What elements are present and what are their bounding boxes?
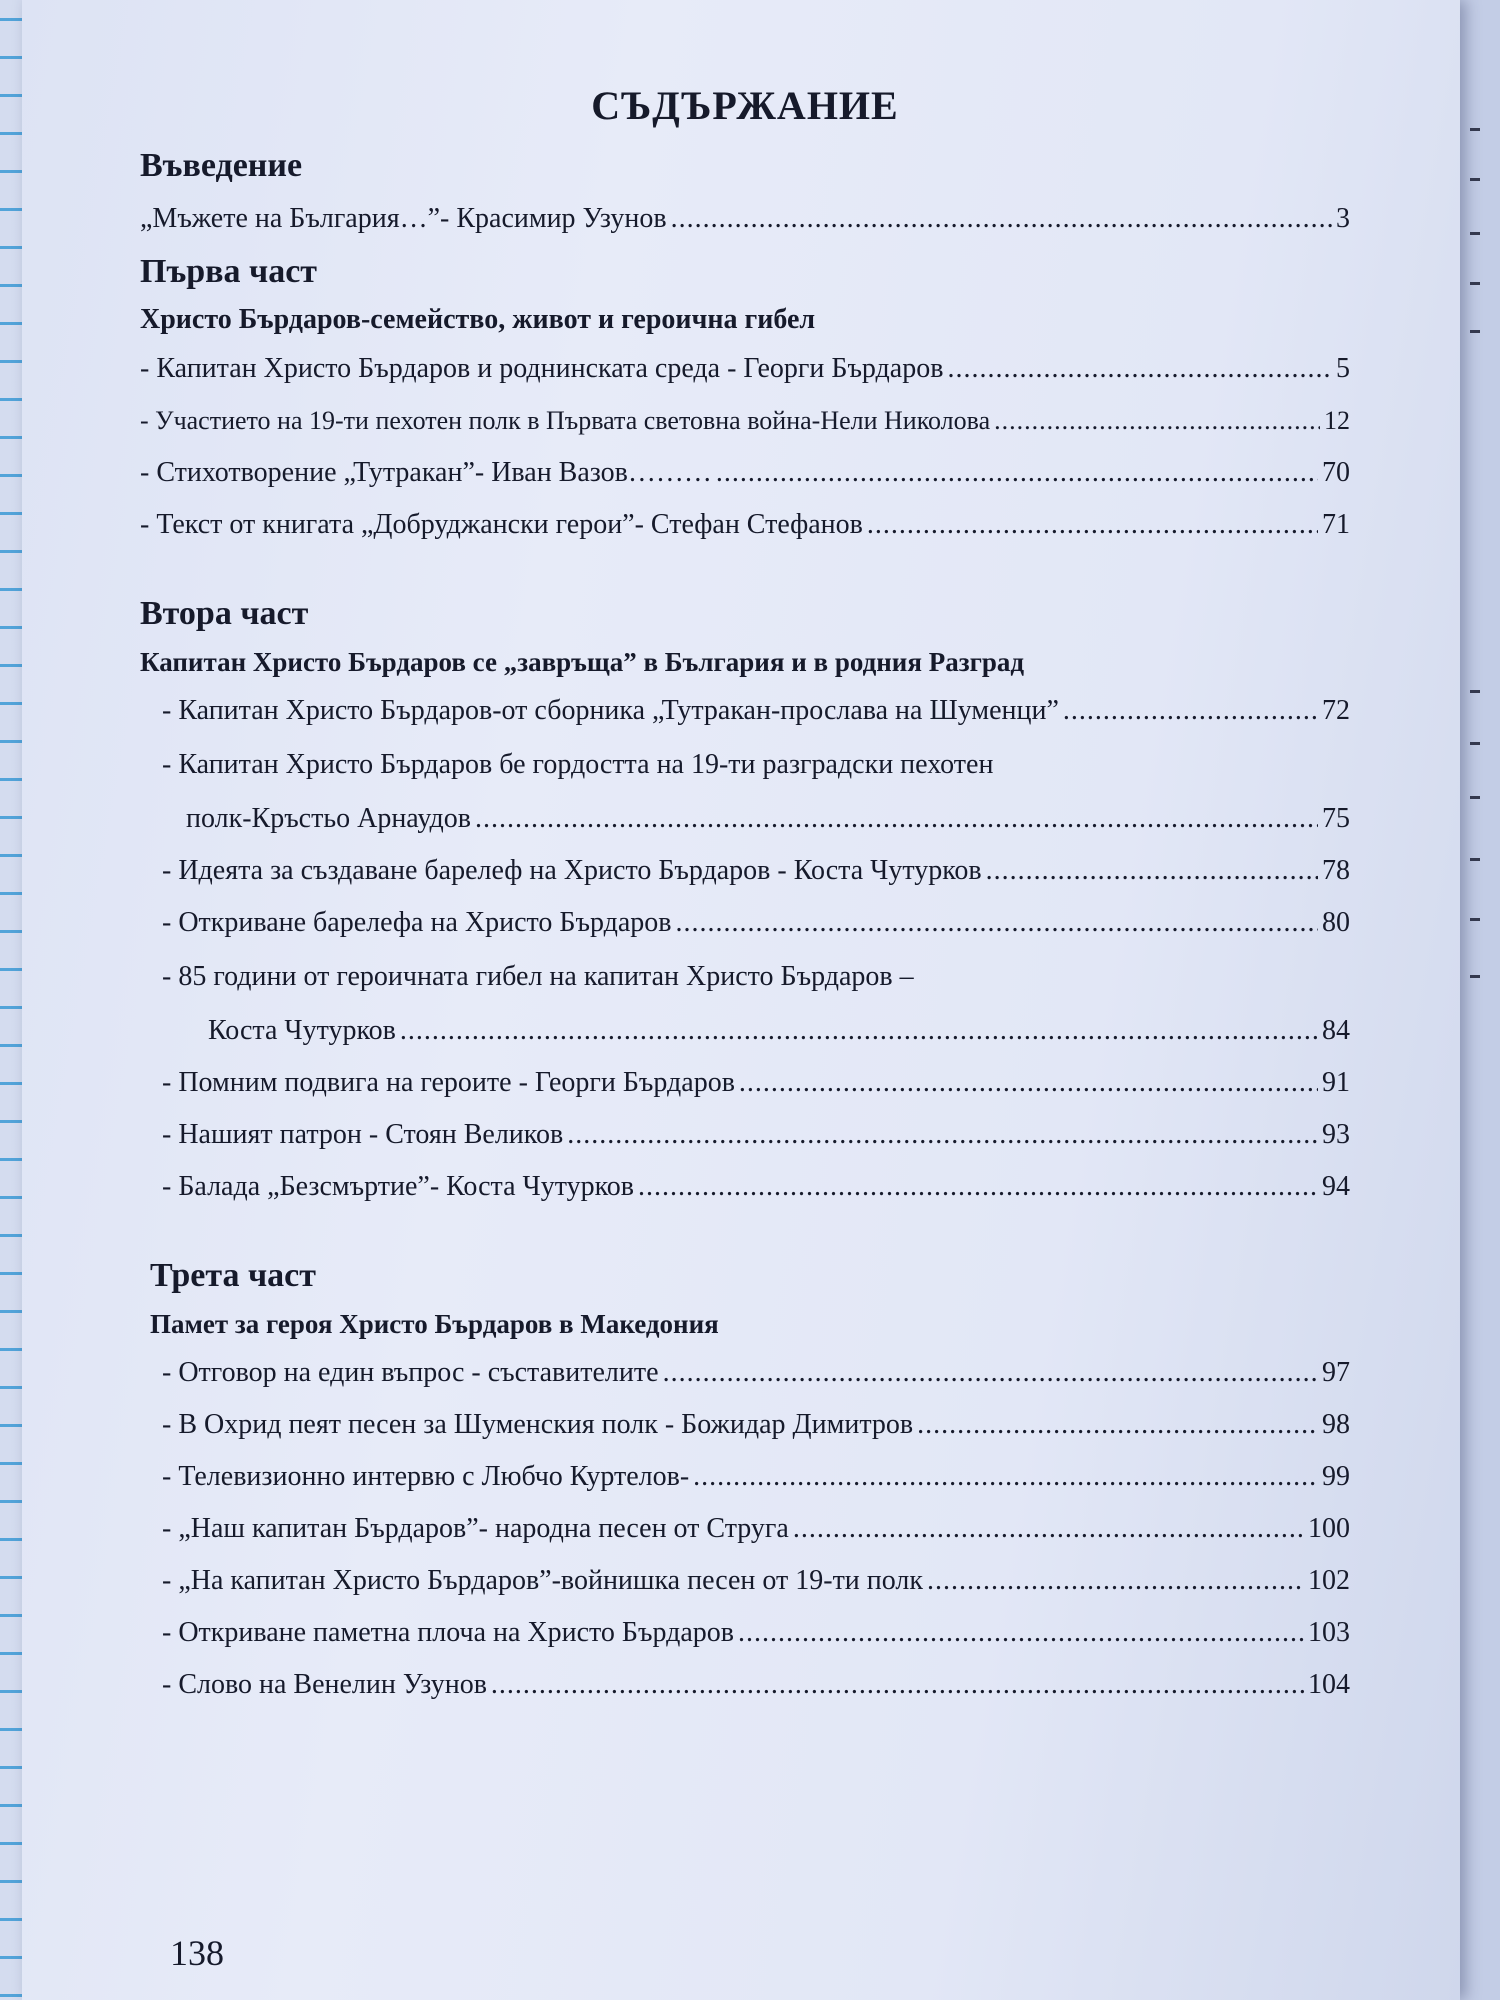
dot-leader [716,447,1318,499]
toc-entry-page: 78 [1322,855,1350,886]
notebook-edge [0,0,22,2000]
dot-leader [671,191,1332,247]
toc-entry-title: - В Охрид пеят песен за Шуменския полк - Божидар Димитров [162,1409,914,1440]
dot-leader [675,897,1318,949]
dot-leader [638,1161,1318,1213]
dot-leader [927,1555,1304,1607]
toc-entry-title: - Капитан Христо Бърдаров и роднинската среда - Георги Бърдаров [140,353,944,384]
toc-entry-page: 3 [1336,203,1350,234]
toc-entry [140,793,1350,845]
toc-entry-title: - Телевизионно интервю с Любчо Куртелов- [162,1461,690,1492]
toc-entry [140,685,1350,737]
toc-entry-page: 5 [1336,353,1350,384]
page-number: 138 [170,1933,224,1973]
toc-entry [140,897,1350,949]
dot-leader [986,845,1318,897]
part2-subtitle: Капитан Христо Бърдаров се „завръща” в България и в родния Разград [140,647,1024,677]
toc-entry [140,1607,1350,1659]
toc-entry-title-line1: - Капитан Христо Бърдаров бе гордостта на 19-ти разградски пехотен [162,749,994,780]
part1-heading: Първа част [140,253,318,290]
part2-heading: Втора част [140,595,309,632]
part3-heading: Трета част [150,1257,316,1294]
toc-entry-page: 99 [1322,1461,1350,1492]
toc-entry-title: - Идеята за създаване барелеф на Христо Бърдаров - Коста Чутурков [162,855,982,886]
dot-leader [917,1399,1318,1451]
toc-entry-title: - „На капитан Христо Бърдаров”-войнишка песен от 19-ти полк [162,1565,923,1596]
intro-heading: Въведение [140,147,303,184]
toc-entry-page: 75 [1322,803,1350,834]
facing-page-edge [1460,0,1500,2000]
toc-entry-page: 97 [1322,1357,1350,1388]
toc-entry-page: 102 [1308,1565,1350,1596]
toc-entry-title: - Балада „Безсмъртие”- Коста Чутурков [162,1171,635,1202]
toc-entry [140,499,1350,551]
toc-entry-title-line2: Коста Чутурков [208,1015,396,1046]
toc-entry-page: 70 [1322,457,1350,488]
toc-entry [140,395,1350,447]
dot-leader [994,395,1320,447]
toc-entry-page: 103 [1308,1617,1350,1648]
toc-entry-title: - Откриване барелефа на Христо Бърдаров [162,907,672,938]
table-of-contents [140,82,1350,1711]
dot-leader [739,1057,1318,1109]
toc-entry-page: 100 [1308,1513,1350,1544]
toc-entry-title: - „Наш капитан Бърдаров”- народна песен от Струга [162,1513,789,1544]
book-page [22,0,1460,2000]
toc-entry [140,1555,1350,1607]
toc-entry [140,1161,1350,1213]
toc-entry [140,845,1350,897]
toc-entry [140,1005,1350,1057]
toc-entry-title-line1: - 85 години от героичната гибел на капитан Христо Бърдаров – [162,961,914,992]
toc-entry-title: - Отговор на един въпрос - съставителите [162,1357,659,1388]
toc-entry-page: 71 [1322,509,1350,540]
toc-entry-page: 72 [1322,695,1350,726]
dot-leader [475,793,1318,845]
toc-entry-title: - Откриване паметна плоча на Христо Бърдаров [162,1617,735,1648]
toc-entry [140,1347,1350,1399]
toc-entry-page: 91 [1322,1067,1350,1098]
dot-leader [738,1607,1304,1659]
part3-subtitle: Памет за героя Христо Бърдаров в Македония [150,1309,719,1339]
toc-entry-title: - Помним подвига на героите - Георги Бърдаров [162,1067,735,1098]
toc-entry-page: 94 [1322,1171,1350,1202]
toc-entry [140,1399,1350,1451]
toc-entry [140,343,1350,395]
toc-entry-page: 93 [1322,1119,1350,1150]
toc-entry [140,447,1350,499]
dot-leader [867,499,1318,551]
toc-entry-title: - Текст от книгата „Добруджански герои”- Стефан Стефанов [140,509,863,540]
toc-entry-title: - Участието на 19-ти пехотен полк в Първата световна война-Нели Николова [140,406,991,435]
toc-entry-title: - Капитан Христо Бърдаров-от сборника „Тутракан-прослава на Шуменци” [162,695,1059,726]
toc-entry [140,191,1350,247]
toc-entry [140,1503,1350,1555]
dot-leader [663,1347,1318,1399]
toc-entry-title: - Слово на Венелин Узунов [162,1669,487,1700]
dot-leader [947,343,1332,395]
dot-leader [1063,685,1318,737]
toc-entry [140,1659,1350,1711]
part1-subtitle: Христо Бърдаров-семейство, живот и героична гибел [140,304,816,335]
toc-entry-title: - Нашият патрон - Стоян Великов [162,1119,564,1150]
dot-leader [491,1659,1304,1711]
page-title: СЪДЪРЖАНИЕ [591,83,899,128]
toc-entry [140,1451,1350,1503]
toc-entry [140,1057,1350,1109]
toc-entry-page: 80 [1322,907,1350,938]
toc-entry-title: - Стихотворение „Тутракан”- Иван Вазов……… [140,457,712,488]
toc-entry [140,1109,1350,1161]
dot-leader [793,1503,1304,1555]
toc-entry-title: „Мъжете на България…”- Красимир Узунов [140,203,667,234]
toc-entry-page: 12 [1324,406,1350,435]
toc-entry-title-line2: полк-Кръстьо Арнаудов [186,803,472,834]
dot-leader [567,1109,1318,1161]
toc-entry-page: 98 [1322,1409,1350,1440]
toc-entry-page: 84 [1322,1015,1350,1046]
dot-leader [693,1451,1318,1503]
dot-leader [400,1005,1318,1057]
toc-entry-page: 104 [1308,1669,1350,1700]
